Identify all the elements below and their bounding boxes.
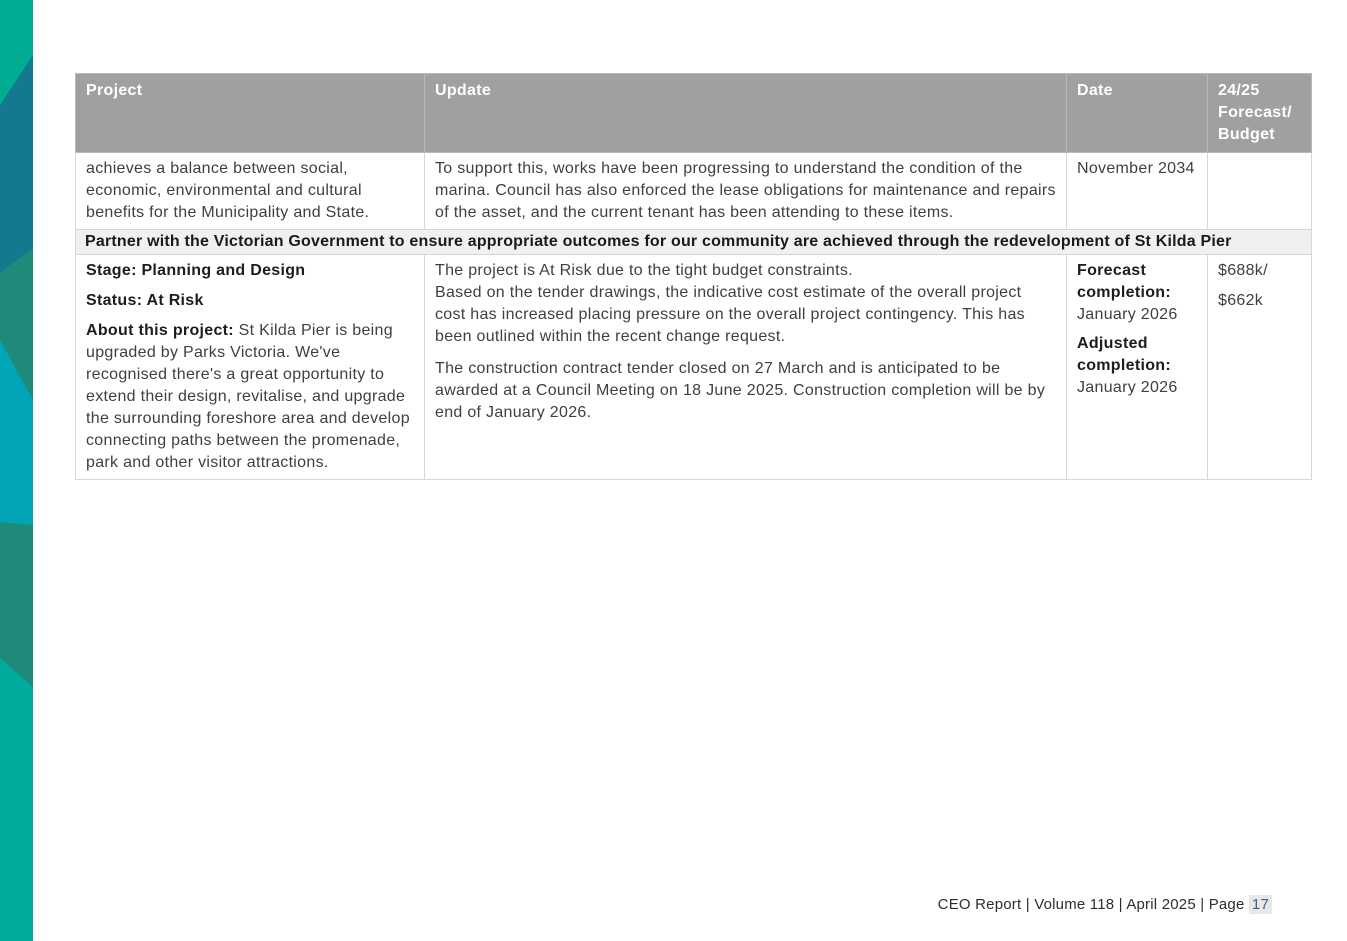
cell-project-detail: [76, 255, 425, 480]
column-header-update: Update: [425, 74, 1067, 153]
forecast-completion-value: January 2026: [1077, 306, 1178, 323]
column-header-date: Date: [1067, 74, 1208, 153]
footer-text: CEO Report | Volume 118 | April 2025 | Page: [937, 896, 1245, 913]
project-status: Status: At Risk: [86, 292, 204, 309]
decorative-edge-graphic: [0, 0, 33, 941]
forecast-completion-label: Forecast completion:: [1077, 262, 1171, 301]
project-about-text: St Kilda Pier is being upgraded by Parks Victoria. We've recognised there's a great opportunity to extend their design, revitalise, and upgrade the surrounding foreshore area and develop connecting paths between the promenade, park and other visitor attractions.: [86, 322, 410, 471]
section-header-row: [76, 230, 1312, 255]
table-row: [76, 153, 1312, 230]
table-header-row: [76, 74, 1312, 153]
adjusted-completion-value: January 2026: [1077, 379, 1178, 396]
column-header-forecast-budget: 24/​25 Forecast/​Budget: [1208, 74, 1312, 153]
project-stage: Stage: Planning and Design: [86, 262, 306, 279]
column-header-project: Project: [76, 74, 425, 153]
projects-table: [75, 73, 1312, 480]
budget-amount: $662k: [1218, 292, 1264, 309]
cell-date-detail: [1067, 255, 1208, 480]
project-about-label: About this project:: [86, 322, 234, 339]
cell-project-continuation: achieves a balance between social, economic, environmental and cultural benefits for the Municipality and State.: [76, 153, 425, 230]
table-row: [76, 255, 1312, 480]
adjusted-completion-label: Adjusted completion:: [1077, 335, 1171, 374]
section-title: Partner with the Victorian Government to ensure appropriate outcomes for our community are achieved through the redevelopment of St Kilda Pier: [76, 230, 1312, 255]
page-footer: [938, 896, 1272, 913]
update-paragraph-2: The construction contract tender closed on 27 March and is anticipated to be awarded at a Council Meeting on 18 June 2025. Construction completion will be by end of January 2026.: [435, 360, 1046, 421]
update-paragraph-1: The project is At Risk due to the tight budget constraints. Based on the tender drawings, the indicative cost estimate of the overall project cost has increased placing pressure on the overall project contingency. This has been outlined within the recent change request.: [435, 262, 1025, 345]
cell-forecast-budget-detail: [1208, 255, 1312, 480]
page-number-field: 17: [1249, 895, 1272, 914]
project-about: [86, 320, 414, 474]
cell-forecast-continuation: [1208, 153, 1312, 230]
cell-date-continuation: November 2034: [1067, 153, 1208, 230]
cell-update-detail: [425, 255, 1067, 480]
forecast-amount: $688k/: [1218, 262, 1268, 279]
cell-update-continuation: To support this, works have been progressing to understand the condition of the marina. Council has also enforced the lease obligations for maintenance and repairs of the asset, and the current tenant has been attending to these items.: [425, 153, 1067, 230]
